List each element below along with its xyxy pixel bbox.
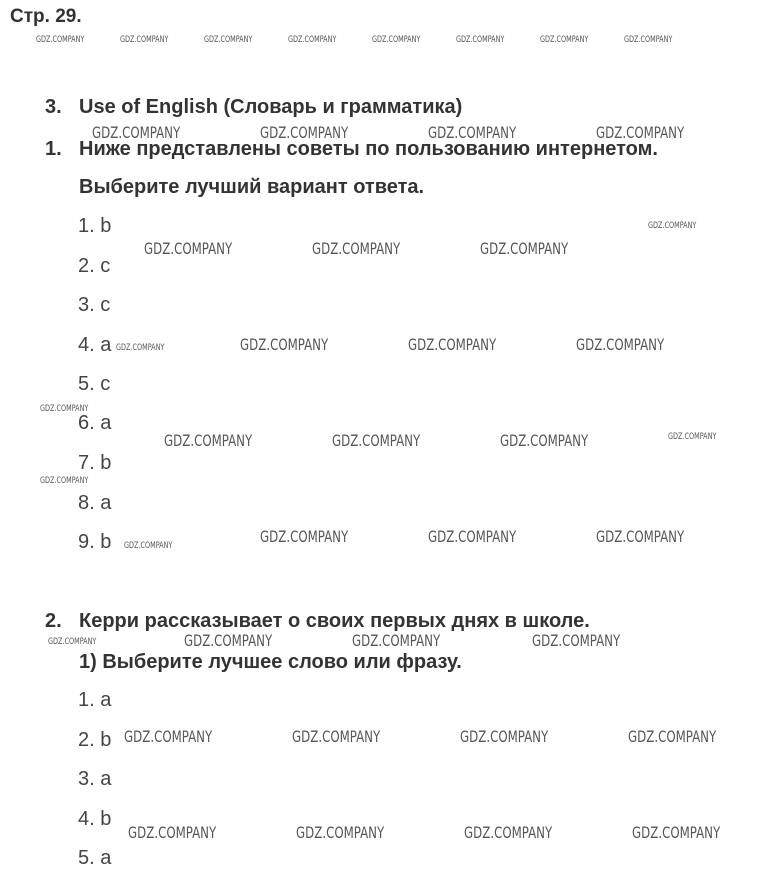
watermark-text: GDZ.COMPANY xyxy=(124,727,213,746)
watermark-text: GDZ.COMPANY xyxy=(456,35,505,45)
task1-answer-7: 7. b xyxy=(78,452,112,474)
task1-answer-2: 2. c xyxy=(78,255,111,277)
watermark-text: GDZ.COMPANY xyxy=(480,239,569,258)
task1-instruction-line2: Выберите лучший вариант ответа. xyxy=(79,176,425,198)
watermark-text: GDZ.COMPANY xyxy=(500,431,589,450)
watermark-text: GDZ.COMPANY xyxy=(372,35,421,45)
watermark-text: GDZ.COMPANY xyxy=(312,239,401,258)
watermark-text: GDZ.COMPANY xyxy=(352,631,441,650)
watermark-text: GDZ.COMPANY xyxy=(628,727,717,746)
task1-answer-4: 4. a xyxy=(78,334,112,356)
task2-answer-5: 5. a xyxy=(78,847,112,869)
watermark-text: GDZ.COMPANY xyxy=(624,35,673,45)
task1-instruction-line1: Ниже представлены советы по пользованию интернетом. xyxy=(79,138,658,160)
watermark-text: GDZ.COMPANY xyxy=(92,123,181,142)
task2-instruction-line2: 1) Выберите лучшее слово или фразу. xyxy=(79,651,462,673)
watermark-text: GDZ.COMPANY xyxy=(596,527,685,546)
watermark-text: GDZ.COMPANY xyxy=(40,476,89,486)
watermark-text: GDZ.COMPANY xyxy=(596,123,685,142)
page-title: Стр. 29. xyxy=(10,6,82,27)
watermark-text: GDZ.COMPANY xyxy=(184,631,273,650)
watermark-text: GDZ.COMPANY xyxy=(128,823,217,842)
task2-answer-3: 3. a xyxy=(78,768,112,790)
watermark-text: GDZ.COMPANY xyxy=(292,727,381,746)
watermark-text: GDZ.COMPANY xyxy=(36,35,85,45)
watermark-text: GDZ.COMPANY xyxy=(428,123,517,142)
watermark-text: GDZ.COMPANY xyxy=(120,35,169,45)
section-number: 3. xyxy=(45,96,62,118)
watermark-text: GDZ.COMPANY xyxy=(460,727,549,746)
watermark-text: GDZ.COMPANY xyxy=(632,823,721,842)
watermark-text: GDZ.COMPANY xyxy=(144,239,233,258)
task1-answer-8: 8. a xyxy=(78,492,112,514)
task1-answer-6: 6. a xyxy=(78,412,112,434)
watermark-text: GDZ.COMPANY xyxy=(428,527,517,546)
watermark-text: GDZ.COMPANY xyxy=(648,221,697,231)
watermark-text: GDZ.COMPANY xyxy=(260,527,349,546)
watermark-text: GDZ.COMPANY xyxy=(332,431,421,450)
watermark-text: GDZ.COMPANY xyxy=(532,631,621,650)
task2-number: 2. xyxy=(45,610,62,632)
task2-answer-1: 1. a xyxy=(78,689,112,711)
watermark-text: GDZ.COMPANY xyxy=(408,335,497,354)
task1-answer-1: 1. b xyxy=(78,215,112,237)
task2-answer-4: 4. b xyxy=(78,808,112,830)
task1-answer-9: 9. b xyxy=(78,531,112,553)
watermark-text: GDZ.COMPANY xyxy=(296,823,385,842)
watermark-text: GDZ.COMPANY xyxy=(240,335,329,354)
task2-instruction-line1: Керри рассказывает о своих первых днях в школе. xyxy=(79,610,590,632)
watermark-text: GDZ.COMPANY xyxy=(116,343,165,353)
task1-number: 1. xyxy=(45,138,62,160)
task1-answer-5: 5. c xyxy=(78,373,111,395)
watermark-text: GDZ.COMPANY xyxy=(40,404,89,414)
watermark-text: GDZ.COMPANY xyxy=(260,123,349,142)
watermark-text: GDZ.COMPANY xyxy=(164,431,253,450)
watermark-text: GDZ.COMPANY xyxy=(48,637,97,647)
task2-answer-2: 2. b xyxy=(78,729,112,751)
watermark-text: GDZ.COMPANY xyxy=(204,35,253,45)
watermark-text: GDZ.COMPANY xyxy=(288,35,337,45)
task1-answer-3: 3. c xyxy=(78,294,111,316)
watermark-text: GDZ.COMPANY xyxy=(124,541,173,551)
watermark-text: GDZ.COMPANY xyxy=(576,335,665,354)
watermark-text: GDZ.COMPANY xyxy=(668,432,717,442)
watermark-text: GDZ.COMPANY xyxy=(464,823,553,842)
watermark-text: GDZ.COMPANY xyxy=(540,35,589,45)
section-title: Use of English (Словарь и грамматика) xyxy=(79,96,463,118)
